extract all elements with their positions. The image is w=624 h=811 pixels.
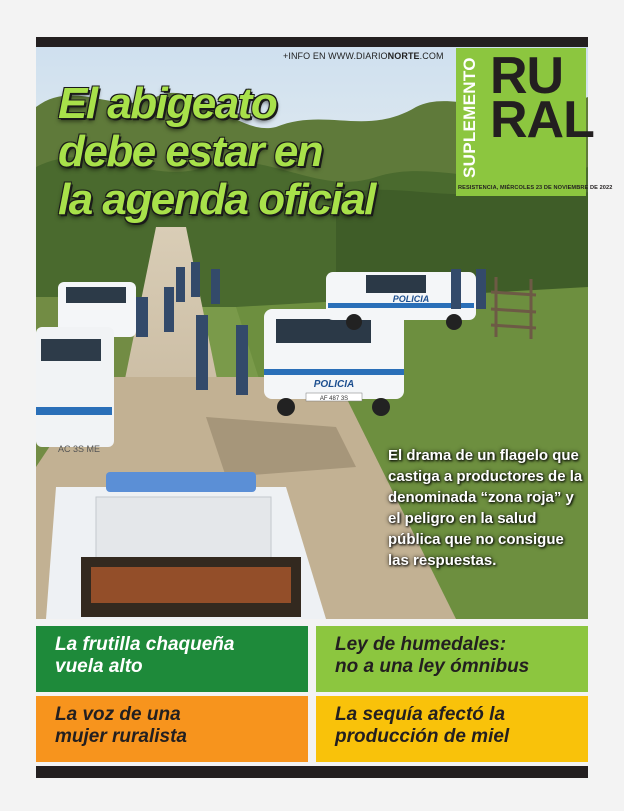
headline-line-3: la agenda oficial [58, 175, 375, 224]
cover-headline[interactable] [58, 80, 458, 224]
svg-text:POLICIA: POLICIA [392, 294, 430, 304]
teaser-line: mujer ruralista [55, 726, 187, 747]
teaser-line: La sequía afectó la [335, 704, 506, 725]
svg-text:AC 3S ME: AC 3S ME [58, 444, 101, 454]
cover-lede: El drama de un flagelo que castiga a productores de la denominada “zona roja” y el peligro en la salud pública que no consigue las respuestas. [388, 447, 583, 569]
teaser-frutilla[interactable] [36, 626, 308, 692]
teaser-mujer-ruralista[interactable] [36, 696, 308, 762]
logo-vertical-text: SUPLEMENTO [460, 57, 479, 179]
svg-text:AF 487 3S: AF 487 3S [319, 396, 349, 402]
police-truck-foreground [46, 472, 326, 619]
teaser-line: La frutilla chaqueña [55, 634, 235, 655]
teaser-line: Ley de humedales: [335, 634, 507, 655]
website-brand: NORTE [387, 51, 420, 61]
headline-line-1: El abigeato [58, 79, 277, 128]
headline-line-2: debe estar en [58, 127, 323, 176]
issue-date: RESISTENCIA, MIÉRCOLES 23 DE NOVIEMBRE DE 2022 [458, 185, 613, 191]
teaser-line: vuela alto [55, 656, 143, 677]
bottom-rule [36, 766, 588, 778]
logo-line-1: RU [490, 47, 564, 105]
suplemento-rural-logo [456, 47, 613, 196]
teaser-sequia-miel[interactable] [316, 696, 588, 762]
teaser-line: no a una ley ómnibus [335, 656, 530, 677]
top-rule [36, 37, 588, 47]
teaser-line: La voz de una [55, 704, 181, 725]
website-suffix: .COM [419, 51, 444, 61]
logo-line-2: RAL [490, 91, 594, 149]
police-truck-left-2 [36, 327, 114, 454]
website-reference[interactable] [283, 51, 444, 61]
website-prefix: +INFO EN WWW.DIARIO [283, 51, 388, 61]
police-truck-center [264, 309, 404, 416]
teaser-humedales[interactable] [316, 626, 588, 692]
svg-text:POLICIA: POLICIA [313, 379, 355, 390]
teaser-line: producción de miel [335, 726, 510, 747]
